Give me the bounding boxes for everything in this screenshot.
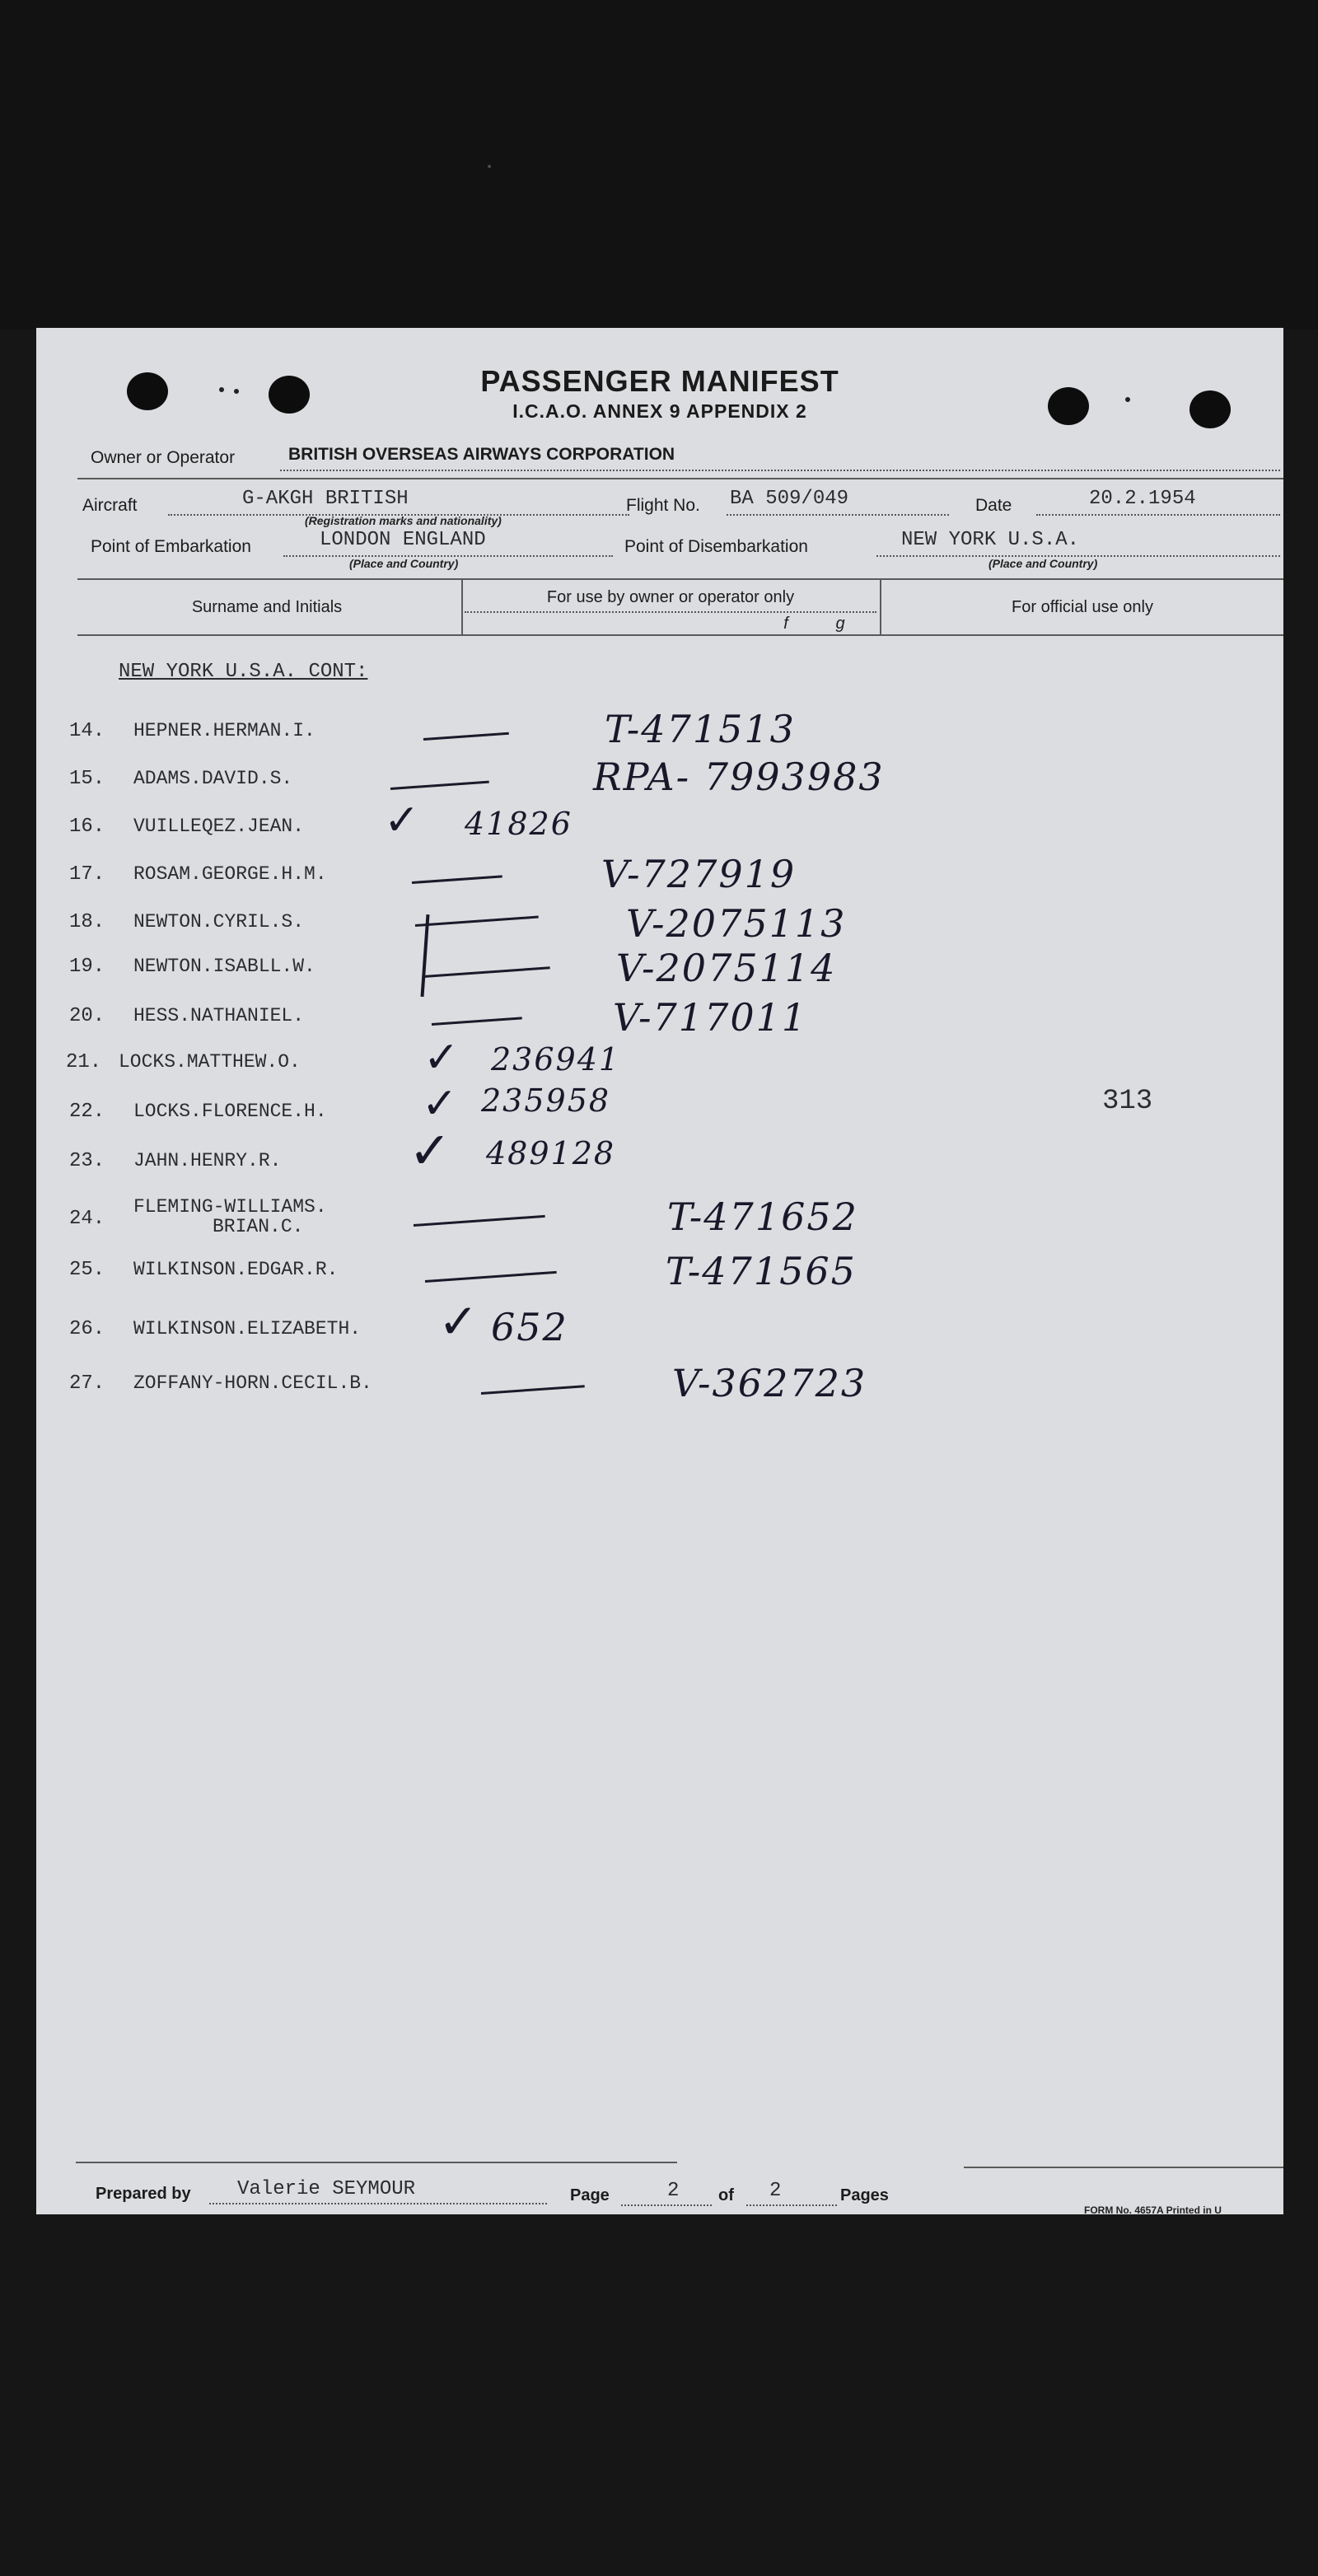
handwritten-note: T-471513 — [605, 707, 796, 751]
header-rule — [77, 478, 1283, 479]
handwritten-note: T-471565 — [666, 1249, 857, 1293]
prepared-by-value: Valerie SEYMOUR — [237, 2178, 416, 2200]
passenger-name: ROSAM.GEORGE.H.M. — [133, 863, 327, 885]
passenger-number: 27. — [69, 1372, 105, 1395]
prepared-by-label: Prepared by — [96, 2185, 191, 2203]
of-value: 2 — [769, 2180, 782, 2202]
passenger-number: 26. — [69, 1318, 105, 1340]
flight-label: Flight No. — [626, 496, 700, 515]
passenger-number: 22. — [69, 1101, 105, 1123]
handwritten-note: 489128 — [486, 1135, 616, 1171]
dash-mark — [412, 875, 502, 884]
disembarkation-value: NEW YORK U.S.A. — [901, 529, 1080, 551]
handwritten-note: V-2075113 — [626, 901, 847, 946]
column-owner-subrule — [465, 611, 876, 613]
handwritten-note: 652 — [491, 1305, 568, 1349]
column-g: g — [835, 615, 845, 633]
passenger-name: NEWTON.CYRIL.S. — [133, 911, 305, 933]
page-rule — [621, 2204, 712, 2206]
column-header-top-rule — [77, 578, 1283, 580]
passenger-number: 21. — [66, 1051, 102, 1073]
page-value: 2 — [667, 2180, 680, 2202]
form-subtitle: I.C.A.O. ANNEX 9 APPENDIX 2 — [512, 400, 807, 422]
passenger-name: WILKINSON.EDGAR.R. — [133, 1259, 339, 1280]
passenger-number: 15. — [69, 768, 105, 790]
check-mark: ✓ — [384, 796, 420, 845]
passenger-number: 18. — [69, 911, 105, 933]
disembarkation-label: Point of Disembarkation — [624, 537, 808, 556]
pages-label: Pages — [840, 2186, 889, 2204]
bracket-mark — [421, 914, 430, 997]
passenger-name: HEPNER.HERMAN.I. — [133, 720, 315, 741]
passenger-name: FLEMING-WILLIAMS. — [133, 1196, 327, 1218]
dash-mark — [425, 1271, 557, 1283]
embarkation-note: (Place and Country) — [349, 557, 459, 570]
passenger-name: LOCKS.MATTHEW.O. — [119, 1051, 301, 1073]
column-surname: Surname and Initials — [191, 598, 343, 616]
passenger-number: 19. — [69, 956, 105, 978]
passenger-number: 25. — [69, 1259, 105, 1281]
disembarkation-note: (Place and Country) — [988, 557, 1098, 570]
handwritten-note: T-471652 — [667, 1194, 858, 1239]
check-mark: ✓ — [422, 1079, 458, 1129]
aircraft-value: G-AKGH BRITISH — [242, 488, 409, 510]
passenger-name: NEWTON.ISABLL.W. — [133, 956, 315, 977]
footer-rule-left — [76, 2162, 677, 2163]
aircraft-note: (Registration marks and nationality) — [305, 514, 502, 527]
flight-value: BA 509/049 — [730, 488, 849, 510]
owner-label: Owner or Operator — [91, 448, 236, 467]
date-label: Date — [975, 496, 1012, 515]
prepared-by-rule — [209, 2203, 547, 2204]
passenger-number: 16. — [69, 816, 105, 838]
official-use-number: 313 — [1102, 1086, 1153, 1117]
passenger-number: 24. — [69, 1208, 105, 1230]
passenger-name: JAHN.HENRY.R. — [133, 1150, 282, 1171]
owner-value: BRITISH OVERSEAS AIRWAYS CORPORATION — [288, 445, 675, 464]
passenger-name: ADAMS.DAVID.S. — [133, 768, 293, 789]
page-label: Page — [570, 2186, 610, 2204]
column-divider — [461, 578, 463, 636]
section-heading: NEW YORK U.S.A. CONT: — [119, 661, 368, 683]
form-title: PASSENGER MANIFEST — [480, 364, 839, 398]
passenger-name: WILKINSON.ELIZABETH. — [133, 1318, 362, 1339]
manifest-sheet — [36, 328, 1283, 2214]
dash-mark — [423, 732, 509, 741]
check-mark: ✓ — [438, 1293, 479, 1349]
handwritten-note: V-2075114 — [616, 946, 837, 990]
dash-mark — [414, 1215, 545, 1227]
passenger-number: 17. — [69, 863, 105, 886]
column-official-use: For official use only — [1012, 598, 1153, 616]
scan-background — [0, 0, 1318, 330]
handwritten-note: 235958 — [481, 1082, 611, 1119]
dash-mark — [415, 916, 539, 927]
dash-mark — [481, 1385, 585, 1395]
of-rule — [746, 2204, 837, 2206]
form-number: FORM No. 4657A Printed in U — [1084, 2204, 1222, 2214]
passenger-name: VUILLEQEZ.JEAN. — [133, 816, 305, 837]
handwritten-note: V-717011 — [613, 995, 808, 1040]
passenger-name: ZOFFANY-HORN.CECIL.B. — [133, 1372, 372, 1394]
date-value: 20.2.1954 — [1089, 488, 1196, 510]
owner-rule — [280, 470, 1280, 471]
of-label: of — [718, 2186, 734, 2204]
column-f: f — [783, 615, 788, 633]
handwritten-note: V-727919 — [601, 852, 797, 896]
check-mark: ✓ — [409, 1120, 451, 1180]
handwritten-note: 236941 — [491, 1041, 621, 1078]
dash-mark — [390, 781, 489, 790]
footer-rule-right — [964, 2167, 1283, 2168]
aircraft-label: Aircraft — [82, 496, 138, 515]
handwritten-note: V-362723 — [672, 1361, 867, 1405]
handwritten-note: RPA- 7993983 — [593, 755, 885, 799]
passenger-name: HESS.NATHANIEL. — [133, 1005, 305, 1026]
handwritten-note: 41826 — [465, 806, 573, 842]
passenger-number: 23. — [69, 1150, 105, 1172]
flight-rule — [727, 514, 949, 516]
column-divider — [880, 578, 881, 636]
column-owner-use: For use by owner or operator only — [546, 588, 795, 606]
column-header-bottom-rule — [77, 634, 1283, 636]
passenger-name: LOCKS.FLORENCE.H. — [133, 1101, 327, 1122]
scan-dust — [488, 165, 491, 168]
passenger-name-continued: BRIAN.C. — [213, 1216, 304, 1237]
dash-mark — [423, 966, 550, 978]
date-rule — [1036, 514, 1280, 516]
embarkation-value: LONDON ENGLAND — [320, 529, 486, 551]
dash-mark — [432, 1017, 522, 1026]
embarkation-label: Point of Embarkation — [91, 537, 251, 556]
passenger-number: 20. — [69, 1005, 105, 1027]
check-mark: ✓ — [423, 1033, 460, 1082]
passenger-number: 14. — [69, 720, 105, 742]
